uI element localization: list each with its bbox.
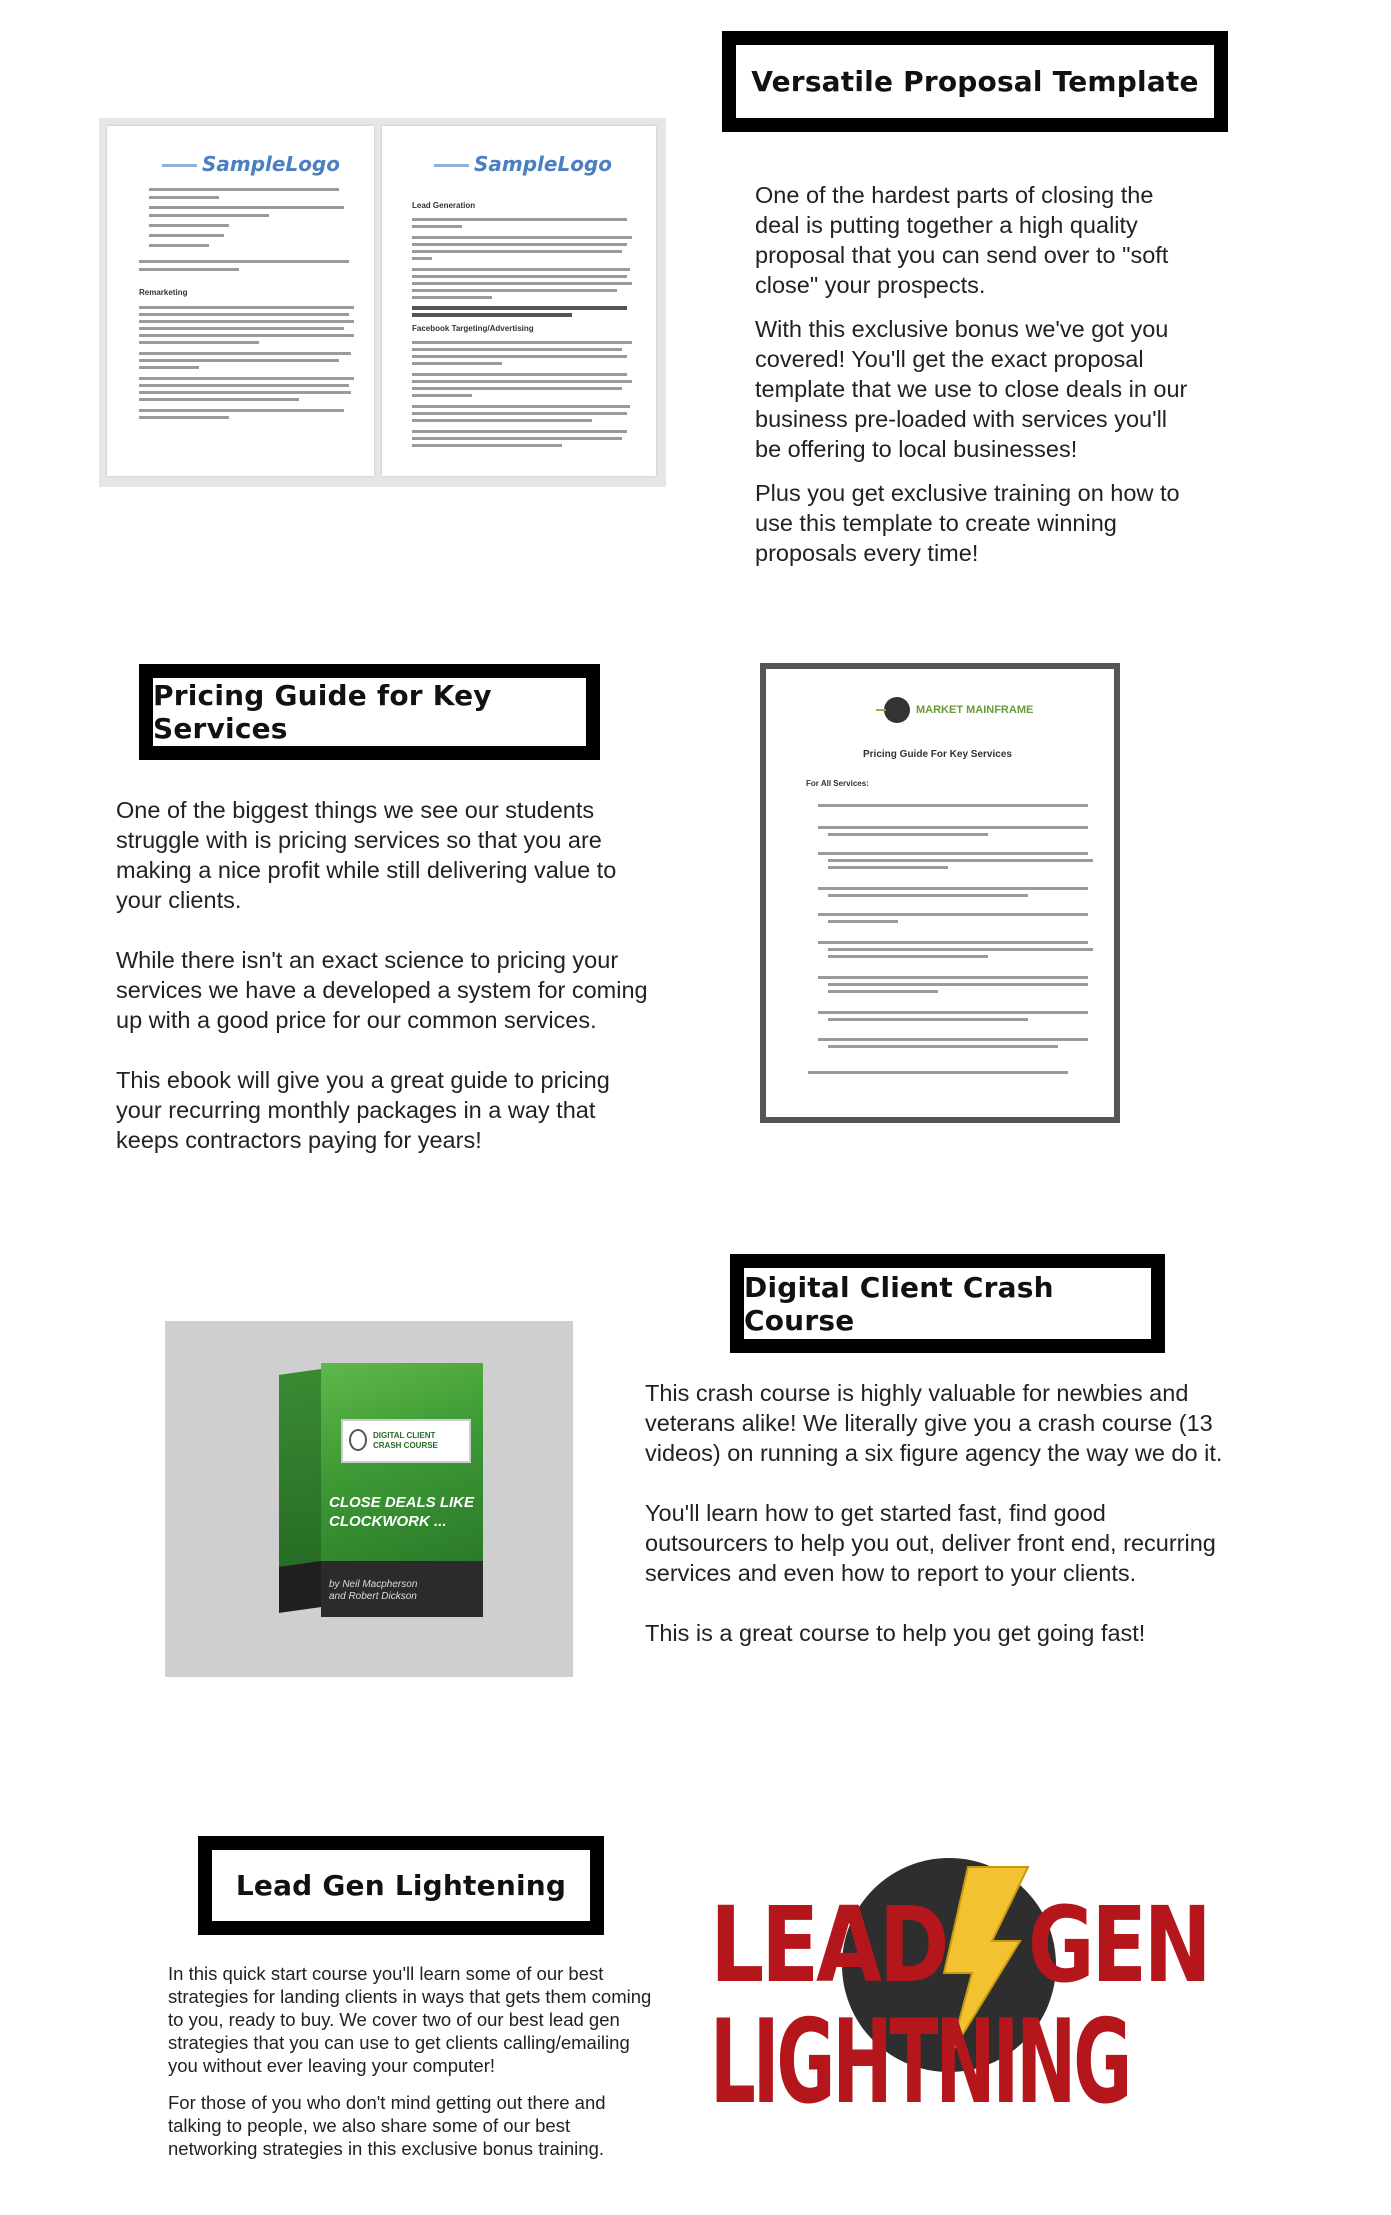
pricing-guide-sheet: [760, 663, 1120, 1123]
market-mainframe-logo-icon: [884, 697, 910, 723]
box-tagline: CLOSE DEALS LIKE CLOCKWORK ...: [329, 1494, 475, 1530]
box-authors: by Neil Macpherson and Robert Dickson: [329, 1579, 418, 1602]
logo-word-lead: LEAD: [710, 1884, 947, 2006]
proposal-thumbnail: [99, 118, 666, 487]
crash-course-title: Digital Client Crash Course: [744, 1270, 1054, 1337]
proposal-title: Versatile Proposal Template: [751, 65, 1199, 98]
proposal-page-1: [107, 126, 374, 476]
lead-gen-title: Lead Gen Lightening: [235, 1869, 567, 1902]
pricing-sheet-title: Pricing Guide For Key Services: [863, 749, 1012, 760]
market-mainframe-logo: MARKET MAINFRAME: [916, 704, 1034, 716]
box-logo-icon: [349, 1429, 367, 1451]
proposal-page2-heading1: Lead Generation: [412, 201, 476, 210]
crash-course-title-box: [730, 1254, 1165, 1353]
crash-course-description: This crash course is highly valuable for newbies and veterans alike! We literally give you a crash course (13 videos) on running a six figure agency the way we do it. You'll learn how to get started fast, find good outsourcers to help you out, deliver front end, recurring services and even how to report to your clients. This is a great course to help you get going fast!: [645, 1380, 1223, 1646]
box-front: [321, 1363, 483, 1563]
crash-course-product-image: [165, 1321, 573, 1677]
lead-gen-title-box: [198, 1836, 604, 1935]
box-label: DIGITAL CLIENT CRASH COURSE: [341, 1419, 471, 1463]
proposal-page1-heading: Remarketing: [139, 288, 188, 297]
proposal-title-box: [722, 31, 1228, 132]
proposal-page2-heading2: Facebook Targeting/Advertising: [412, 324, 534, 333]
pricing-title: Pricing Guide for Key Services: [153, 679, 492, 745]
sample-logo: SampleLogo: [202, 152, 341, 176]
proposal-page-2: SampleLogo Lead Generation Facebook Targeting/Advertising: [382, 126, 656, 476]
proposal-description: One of the hardest parts of closing the deal is putting together a high quality proposal that you can send over to "soft close" your prospects. With this exclusive bonus we've got you covered! You'll get the exact proposal template that we use to close deals in our business pre-loaded with services you'll be offering to local businesses! Plus you get exclusive training on how to use this template to create winning proposals every time!: [755, 182, 1188, 566]
logo-word-lightning: LIGHTNING: [710, 1995, 1130, 2130]
pricing-sheet-subheading: For All Services:: [806, 779, 869, 788]
logo-word-gen: GEN: [1028, 1884, 1209, 2006]
pricing-description: One of the biggest things we see our students struggle with is pricing services so that you are making a nice profit while still delivering value to your clients. While there isn't an exact science to pricing your services we have a developed a system for coming up with a good price for our common services. This ebook will give you a great guide to pricing your recurring monthly packages in a way that keeps contractors paying for years!: [116, 797, 648, 1153]
pricing-title-box: [139, 664, 600, 760]
lead-gen-lightning-logo: [710, 1855, 1209, 2150]
lead-gen-description: In this quick start course you'll learn some of our best strategies for landing clients in ways that gets them coming to you, ready to buy. We cover two of our best lead gen strategies that you can use to get clients calling/emailing you without ever leaving your computer! For those of you who don't mind getting out there and talking to people, we also share some of our best networking strategies in this exclusive bonus training.: [168, 1963, 652, 2159]
